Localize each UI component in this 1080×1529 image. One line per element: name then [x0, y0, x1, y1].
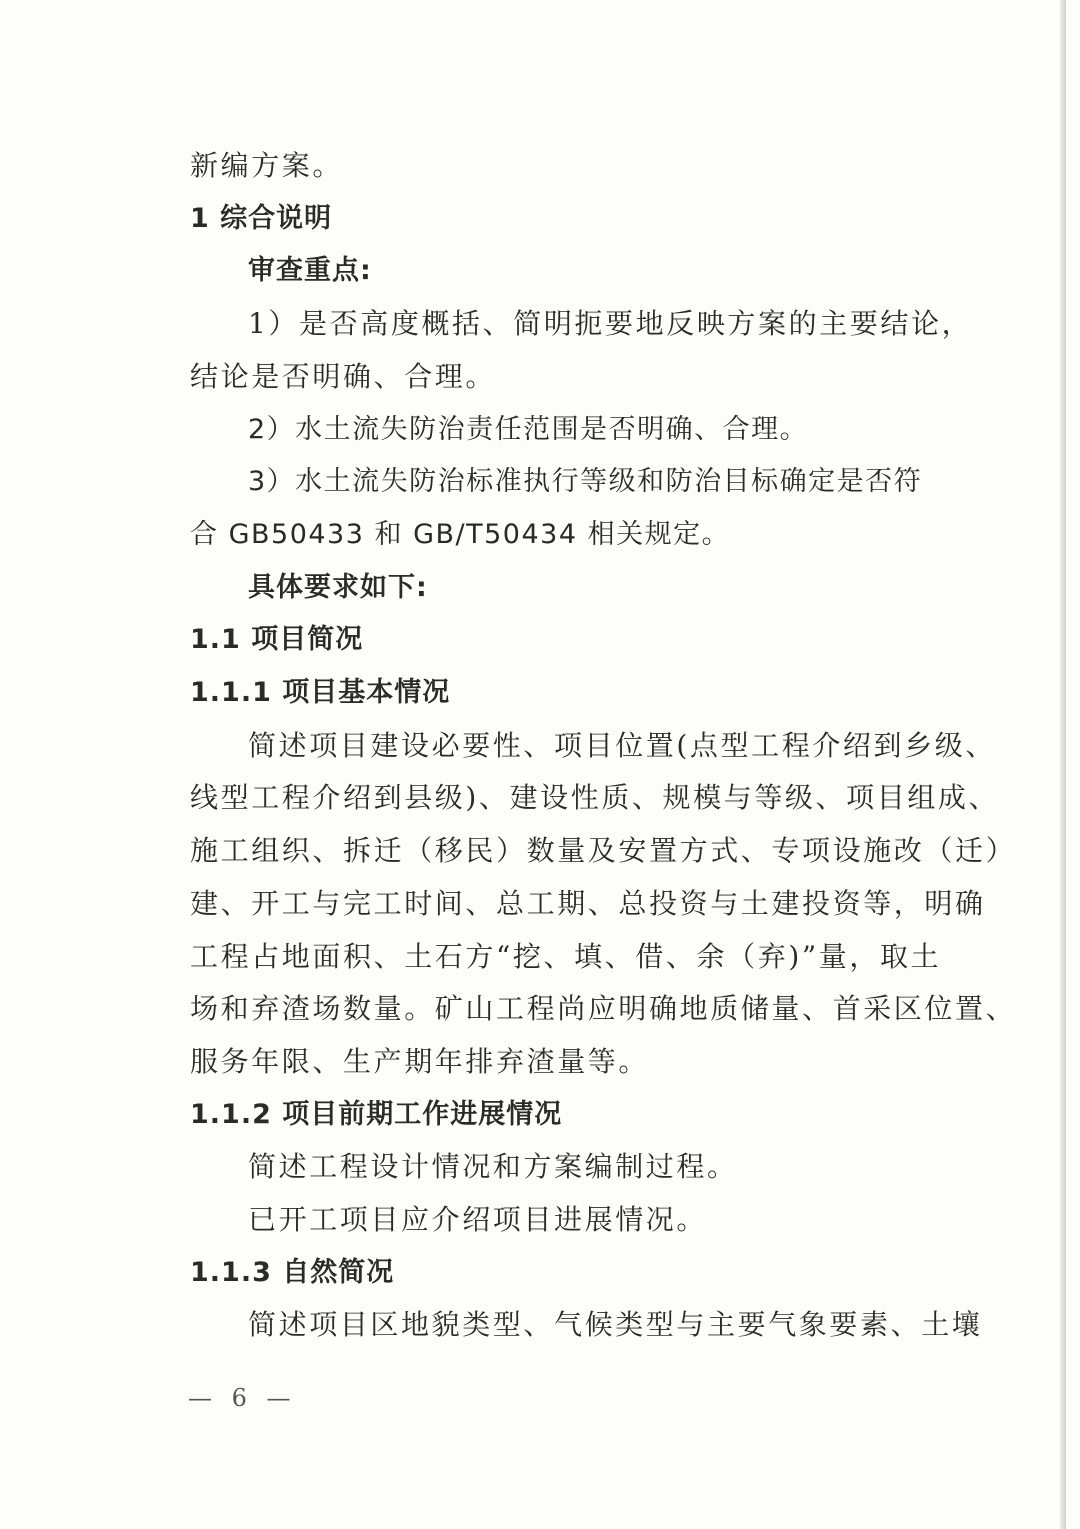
- section-heading-1-1: 1.1 项目简况: [190, 624, 364, 656]
- section-heading-1-1-2: 1.1.2 项目前期工作进展情况: [190, 1098, 563, 1130]
- text-line: 场和弃渣场数量。矿山工程尚应明确地质储量、首采区位置、: [190, 992, 1017, 1026]
- text-line: 结论是否明确、合理。: [190, 359, 497, 393]
- text-line: 施工组织、拆迁（移民）数量及安置方式、专项设施改（迁）: [190, 834, 1017, 868]
- text-line: 合 GB50433 和 GB/T50434 相关规定。: [190, 518, 731, 550]
- text-line: 简述项目建设必要性、项目位置(点型工程介绍到乡级、: [248, 728, 996, 762]
- text-line: 建、开工与完工时间、总工期、总投资与土建投资等，明确: [190, 886, 986, 920]
- text-line: 简述项目区地貌类型、气候类型与主要气象要素、土壤: [248, 1308, 983, 1342]
- page-number: — 6 —: [188, 1384, 297, 1412]
- text-line: 工程占地面积、土石方“挖、填、借、余（弃)”量，取土: [190, 939, 942, 973]
- section-heading-1-1-1: 1.1.1 项目基本情况: [190, 677, 451, 709]
- section-heading-1: 1 综合说明: [190, 202, 333, 234]
- text-line: 3）水土流失防治标准执行等级和防治目标确定是否符: [248, 466, 923, 498]
- text-line: 线型工程介绍到县级)、建设性质、规模与等级、项目组成、: [190, 781, 1000, 815]
- requirements-heading: 具体要求如下:: [248, 571, 428, 603]
- text-line: 新编方案。: [190, 149, 344, 182]
- text-line: 简述工程设计情况和方案编制过程。: [248, 1150, 738, 1184]
- text-line: 服务年限、生产期年排弃渣量等。: [190, 1044, 650, 1078]
- text-line: 已开工项目应介绍项目进展情况。: [248, 1203, 708, 1237]
- document-body: [190, 140, 1017, 1352]
- text-line: 2）水土流失防治责任范围是否明确、合理。: [248, 413, 809, 445]
- page-edge-shadow: [1060, 0, 1066, 1529]
- section-heading-1-1-3: 1.1.3 自然简况: [190, 1256, 395, 1288]
- review-focus-heading: 审查重点:: [248, 255, 372, 287]
- text-line: 1）是否高度概括、简明扼要地反映方案的主要结论，: [248, 307, 973, 341]
